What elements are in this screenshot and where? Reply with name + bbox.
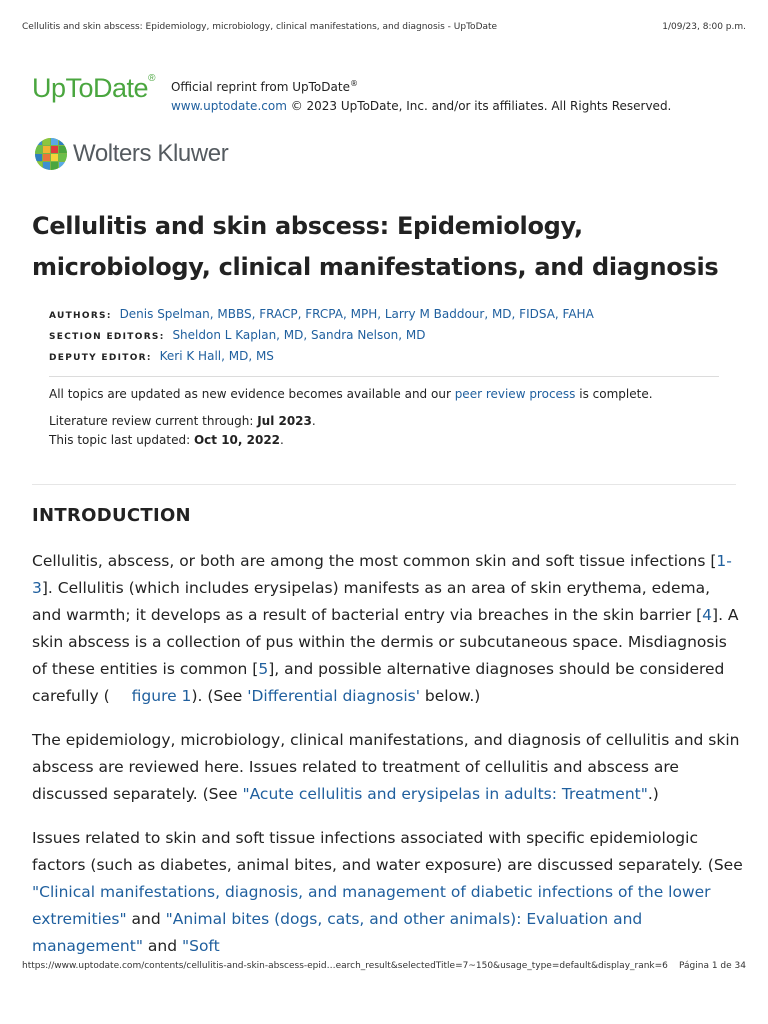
print-footer [22, 961, 746, 971]
deputy-editor-label: DEPUTY EDITOR: [49, 353, 152, 363]
article-title: Cellulitis and skin abscess: Epidemiology, microbiology, clinical manifestations, and diagnosis [32, 212, 719, 281]
animal-bites-link[interactable]: "Animal bites (dogs, cats, and other animals): Evaluation and management" [32, 910, 643, 955]
literature-review: Literature review current through: Jul 2023. [49, 414, 316, 428]
authors-row [49, 305, 719, 326]
last-updated: This topic last updated: Oct 10, 2022. [49, 433, 284, 447]
print-url: https://www.uptodate.com/contents/cellulitis-and-skin-abscess-epid…earch_result&selectedTitle=7~150&usage_type=default&display_rank=6 [22, 961, 668, 971]
print-datetime: 1/09/23, 8:00 p.m. [662, 22, 746, 32]
diabetic-infections-link[interactable]: "Clinical manifestations, diagnosis, and management of diabetic infections of the lower extremities" [32, 883, 711, 928]
page-number: Página 1 de 34 [679, 961, 746, 971]
publisher-name: Wolters Kluwer [73, 140, 229, 167]
section-editors-link[interactable]: Sheldon L Kaplan, MD, Sandra Nelson, MD [172, 328, 426, 342]
introduction-heading: INTRODUCTION [32, 505, 191, 526]
article-meta [49, 305, 719, 450]
wolters-kluwer-globe-icon [33, 136, 69, 172]
print-page-title: Cellulitis and skin abscess: Epidemiology, microbiology, clinical manifestations, and diagnosis - UpToDate [22, 22, 498, 32]
uptodate-logo[interactable]: UpToDate® [32, 73, 155, 103]
deputy-editor-link[interactable]: Keri K Hall, MD, MS [159, 349, 274, 363]
treatment-topic-link[interactable]: "Acute cellulitis and erysipelas in adults: Treatment" [242, 785, 648, 803]
intro-paragraph-1: Cellulitis, abscess, or both are among the most common skin and soft tissue infections [1-3]. Cellulitis (which includes erysipelas) manifests as an area of skin erythema, edema, and warmth; it develops as a result of bacterial entry via breaches in the skin barrier [4]. A skin abscess is a collection of pus within the dermis or subcutaneous space. Misdiagnosis of these entities is common [5], and possible alternative diagnoses should be considered carefully ( figure 1). (See 'Differential diagnosis' below.) [32, 552, 739, 705]
intro-paragraph-2: The epidemiology, microbiology, clinical manifestations, and diagnosis of cellulitis and skin abscess are reviewed here. Issues related to treatment of cellulitis and abscess are discussed separately. (See "Acute cellulitis and erysipelas in adults: Treatment".) [32, 731, 740, 803]
section-editors-row [49, 326, 719, 347]
literature-review-date: Jul 2023 [257, 414, 312, 428]
reprint-notice: Official reprint from UpToDate® www.uptodate.com © 2023 UpToDate, Inc. and/or its affiliates. All Rights Reserved. [170, 79, 672, 113]
introduction-body [32, 548, 744, 977]
meta-divider [49, 376, 719, 377]
reference-link-5[interactable]: 5 [258, 660, 269, 678]
soft-tissue-link[interactable]: "Soft [181, 937, 220, 955]
copyright-text: © 2023 UpToDate, Inc. and/or its affiliates. All Rights Reserved. [286, 99, 672, 113]
wolters-kluwer-logo[interactable] [33, 136, 228, 172]
peer-review-link[interactable]: peer review process [454, 387, 576, 401]
reprint-line: Official reprint from UpToDate [170, 80, 350, 94]
differential-diagnosis-link[interactable]: 'Differential diagnosis' [247, 687, 420, 705]
section-editors-label: SECTION EDITORS: [49, 332, 165, 342]
reference-link-4[interactable]: 4 [702, 606, 713, 624]
figure-1-link[interactable]: figure 1 [131, 687, 192, 705]
reference-link-1-3[interactable]: 1-3 [32, 552, 732, 597]
authors-link[interactable]: Denis Spelman, MBBS, FRACP, FRCPA, MPH, Larry M Baddour, MD, FIDSA, FAHA [119, 307, 594, 321]
intro-paragraph-3: Issues related to skin and soft tissue infections associated with specific epidemiologic factors (such as diabetes, animal bites, and water exposure) are discussed separately. (See "Clinical manifestations, diagnosis, and management of diabetic infections of the lower extremities" and "Animal bites (dogs, cats, and other animals): Evaluation and management" and "Soft [32, 829, 743, 955]
last-updated-date: Oct 10, 2022 [193, 433, 281, 447]
print-header [22, 22, 746, 32]
deputy-editor-row [49, 347, 719, 368]
brand-header [32, 70, 671, 116]
section-divider [32, 484, 736, 485]
authors-label: AUTHORS: [49, 311, 112, 321]
uptodate-site-link[interactable]: www.uptodate.com [170, 99, 287, 113]
update-policy: All topics are updated as new evidence becomes available and our peer review process is complete. [49, 387, 653, 401]
